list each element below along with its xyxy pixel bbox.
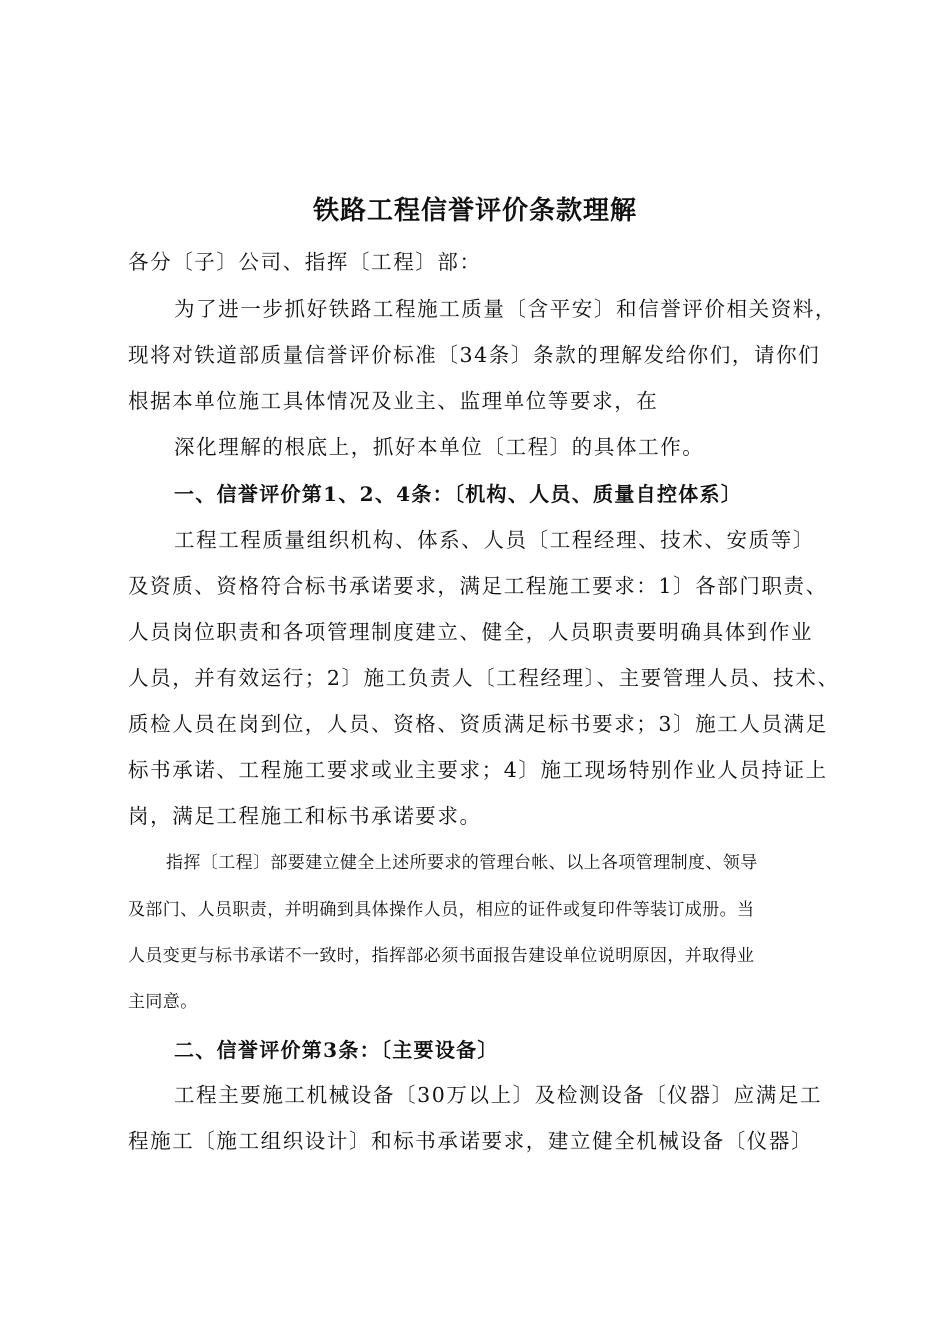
document-title: 铁路工程信誉评价条款理解 (312, 196, 637, 226)
section-1-note-line-2: 及部门、人员职责，并明确到具体操作人员，相应的证件或复印件等装订成册。当 (128, 900, 755, 920)
section-1-note-line-3: 人员变更与标书承诺不一致时，指挥部必须书面报告建设单位说明原因，并取得业 (128, 946, 755, 966)
section-1-line-1: 工程工程质量组织机构、体系、人员〔工程经理、技术、安质等〕 (174, 528, 815, 552)
section-1-heading: 一、信誉评价第1、2、4条：〔机构、人员、质量自控体系〕 (174, 482, 743, 506)
section-1-line-6: 标书承诺、工程施工要求或业主要求；4〕施工现场特别作业人员持证上 (128, 758, 828, 782)
section-1-line-2: 及资质、资格符合标书承诺要求，满足工程施工要求：1〕各部门职责、 (128, 574, 828, 598)
salutation: 各分〔子〕公司、指挥〔工程〕部： (128, 250, 482, 274)
section-2-heading: 二、信誉评价第3条：〔主要设备〕 (174, 1038, 499, 1062)
intro-line-2: 现将对铁道部质量信誉评价标准〔34条〕条款的理解发给你们，请你们 (128, 343, 821, 367)
section-1-note-line-1: 指挥〔工程〕部要建立健全上述所要求的管理台帐、以上各项管理制度、领导 (166, 853, 758, 873)
section-2-line-2: 程施工〔施工组织设计〕和标书承诺要求，建立健全机械设备〔仪器〕 (128, 1129, 814, 1153)
section-1-note-line-4: 主同意。 (128, 992, 198, 1012)
section-1-line-7: 岗，满足工程施工和标书承诺要求。 (128, 804, 482, 828)
section-1-line-3: 人员岗位职责和各项管理制度建立、健全，人员职责要明确具体到作业 (128, 620, 814, 644)
section-1-line-4: 人员，并有效运行；2〕施工负责人〔工程经理〕、主要管理人员、技术、 (128, 666, 840, 690)
section-2-line-1: 工程主要施工机械设备〔30万以上〕及检测设备〔仪器〕应满足工 (174, 1083, 823, 1107)
intro-line-1: 为了进一步抓好铁路工程施工质量〔含平安〕和信誉评价相关资料， (174, 297, 837, 321)
intro-line-4: 深化理解的根底上，抓好本单位〔工程〕的具体工作。 (174, 435, 705, 459)
section-1-line-5: 质检人员在岗到位，人员、资格、资质满足标书要求；3〕施工人员满足 (128, 712, 828, 736)
intro-line-3: 根据本单位施工具体情况及业主、监理单位等要求，在 (128, 389, 659, 413)
